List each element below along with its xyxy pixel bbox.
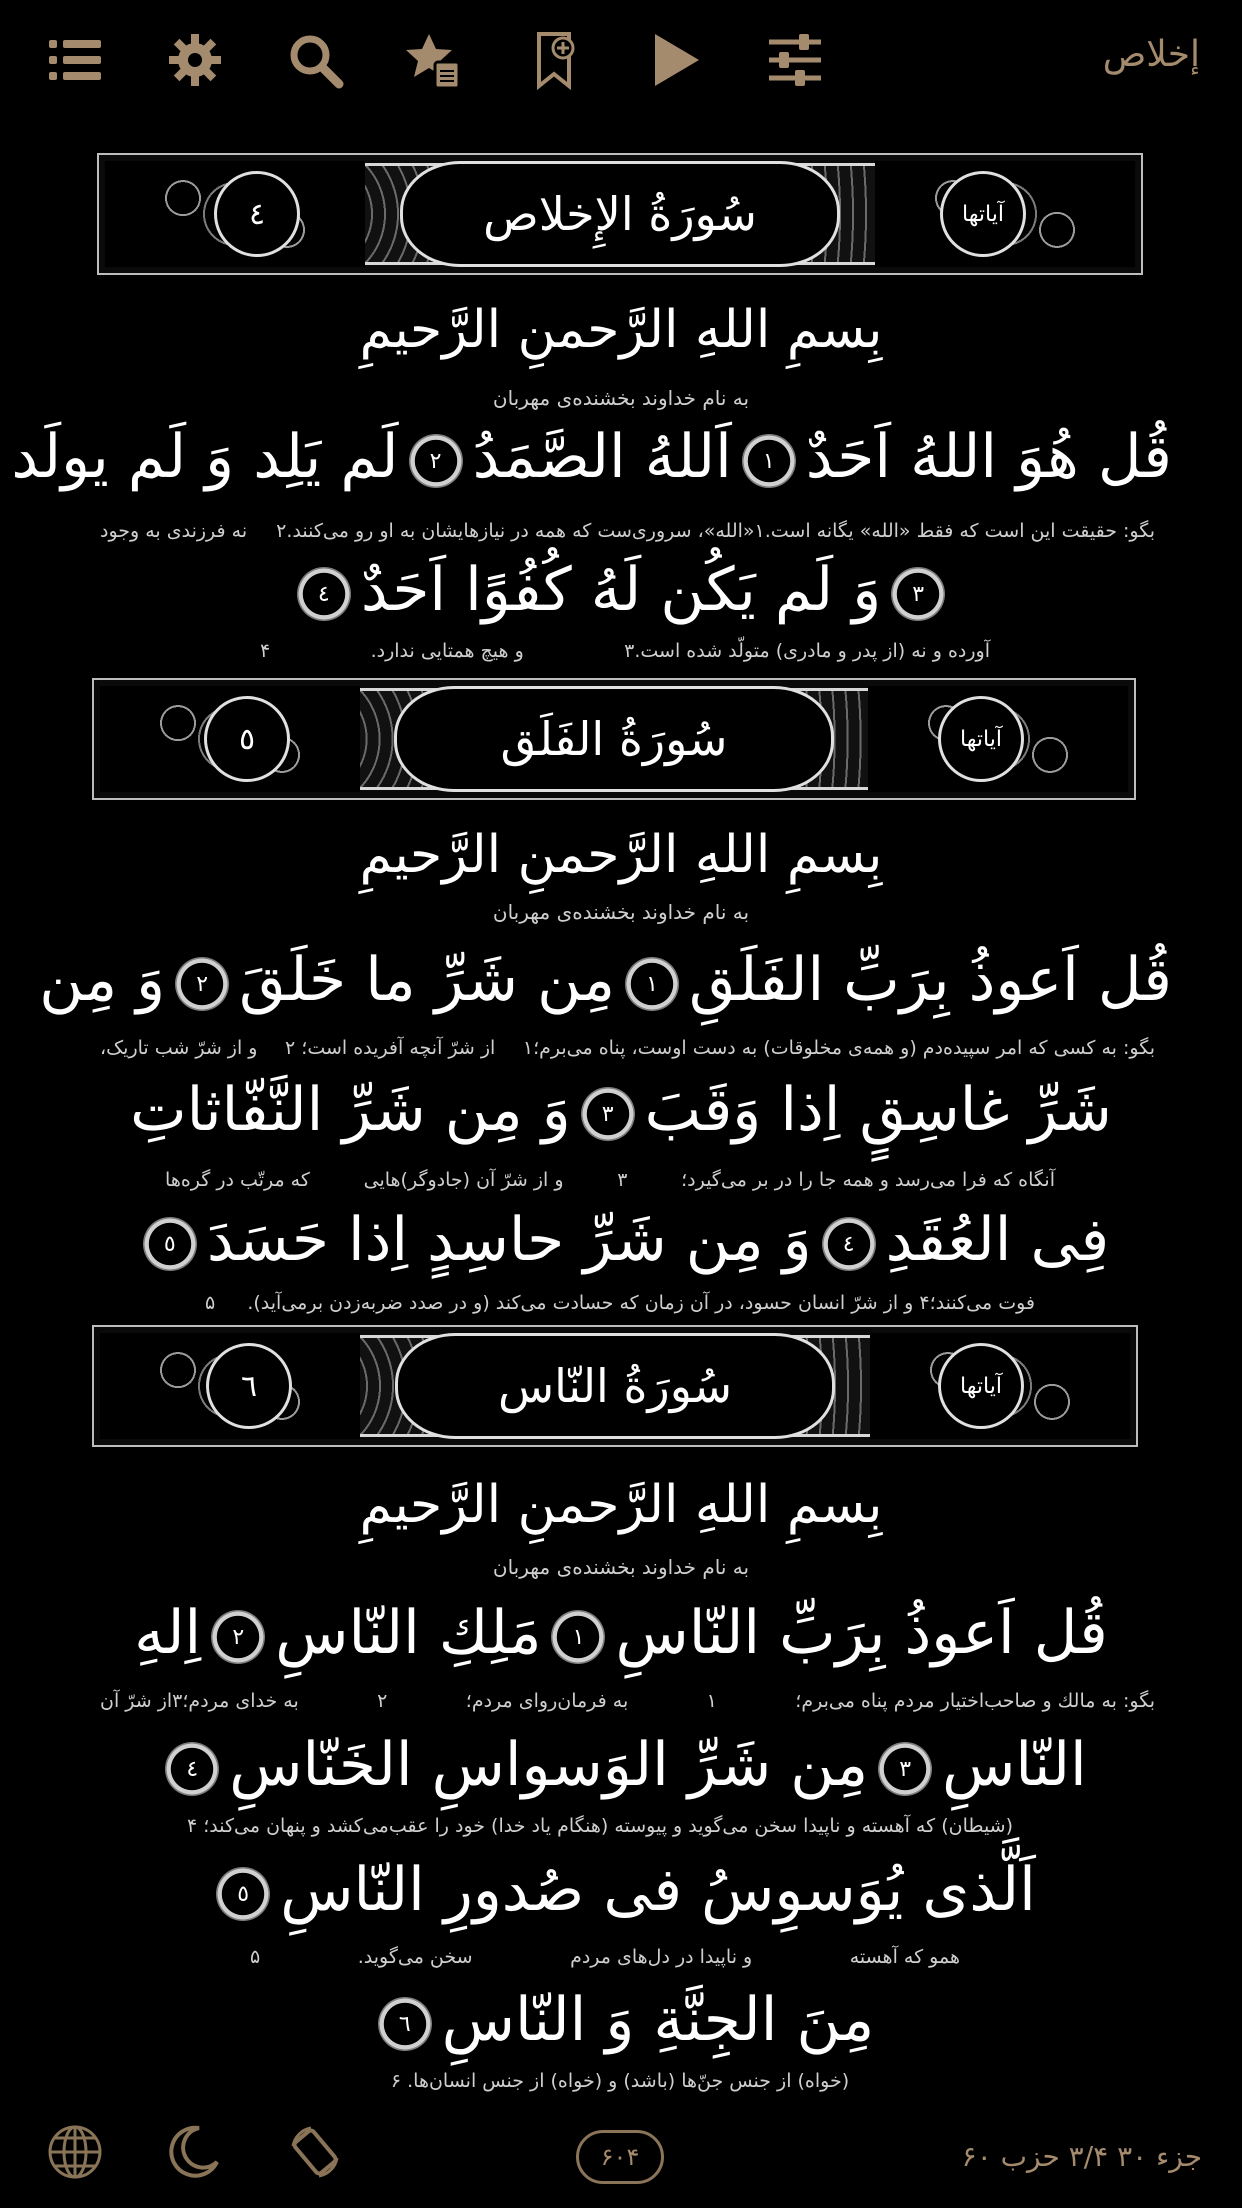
translation-text: ۴ (260, 640, 271, 662)
surah-header-ikhlas (97, 153, 1143, 275)
ayah-text[interactable]: لَم یَلِد وَ لَم یولَد (11, 422, 399, 492)
translation-text: و ناپیدا در دل‌های مردم (570, 1946, 753, 1968)
ayah-number-marker: ١ (551, 1610, 605, 1664)
surah-title-frame (394, 686, 834, 792)
ayah-number-marker: ٤ (297, 567, 351, 621)
play-icon[interactable] (645, 30, 705, 90)
translation-text: به خدای مردم؛۳از شرّ آن (100, 1690, 299, 1712)
translation-text: که مرتّب در گره‌ها (165, 1169, 310, 1191)
ayah-line[interactable] (11, 422, 1172, 492)
ayat-count: ٤ (214, 171, 300, 257)
bismillah: بِسمِ اللهِ الرَّحمنِ الرَّحیمِ (359, 300, 883, 360)
ayah-text[interactable]: قُل اَعوذُ بِرَبِّ الفَلَقِ (688, 945, 1172, 1015)
bismillah: بِسمِ اللهِ الرَّحمنِ الرَّحیمِ (359, 825, 883, 885)
translation-text: نه فرزندی به وجود (100, 520, 248, 542)
surah-title: سُورَةُ النّاس (497, 1359, 733, 1413)
ayah-line[interactable] (70, 555, 1172, 625)
add-bookmark-icon[interactable] (525, 30, 585, 90)
ayat-label: آیاتها (938, 1343, 1024, 1429)
surah-title: سُورَةُ الإِخلاص (483, 187, 757, 241)
translation-line (160, 1815, 1040, 1837)
ayah-text[interactable]: وَ مِن شَرِّ النَّفّاثاتِ (130, 1075, 571, 1145)
ayah-number-marker: ٦ (378, 1997, 432, 2051)
ayah-number-marker: ٥ (216, 1867, 270, 1921)
bismillah-translation: به نام خداوند بخشنده‌ی مهربان (492, 900, 750, 924)
ayah-number-marker: ٥ (143, 1217, 197, 1271)
ayah-line[interactable] (70, 1985, 1172, 2055)
ayah-text[interactable]: وَ مِن شَرِّ حاسِدٍ اِذا حَسَدَ (206, 1205, 812, 1275)
translation-text: ۲ (377, 1690, 388, 1712)
ayah-line[interactable] (70, 1730, 1172, 1800)
translation-text: ۱ (706, 1690, 717, 1712)
bismillah-translation: به نام خداوند بخشنده‌ی مهربان (492, 1555, 750, 1579)
translation-text: آورده و نه (از پدر و مادری) متولّد شده است.۳ (624, 640, 990, 662)
moon-icon[interactable] (163, 2122, 223, 2182)
gear-icon[interactable] (165, 30, 225, 90)
translation-text: (خواه) از جنس جنّ‌ها (باشد) و (خواه) از جنس انسان‌ها. ۶ (390, 2070, 850, 2092)
ayah-number-marker: ٤ (822, 1217, 876, 1271)
translation-text: همو که آهسته (849, 1946, 960, 1968)
ayah-text[interactable]: قُل هُوَ اللهُ اَحَدٌ (805, 422, 1172, 492)
ayat-label: آیاتها (938, 696, 1024, 782)
translation-text: (شیطان) که آهسته و ناپیدا سخن می‌گوید و پیوسته (هنگام یاد خدا) خود را عقب‌می‌کشد و پنهان می‌کند؛ ۴ (186, 1815, 1014, 1837)
translation-text: ۳ (617, 1169, 628, 1191)
juz-hizb-info: جزء ۳۰ ۳/۴ حزب ۶۰ (961, 2140, 1202, 2173)
sliders-icon[interactable] (765, 30, 825, 90)
ayah-text[interactable]: مِنَ الجِنَّةِ وَ النّاسِ (441, 1985, 875, 2055)
ayah-number-marker: ٣ (581, 1087, 635, 1141)
list-icon[interactable] (45, 30, 105, 90)
globe-icon[interactable] (45, 2122, 105, 2182)
ayah-number-marker: ٢ (211, 1610, 265, 1664)
translation-line (100, 1690, 1155, 1712)
ayah-number-marker: ٢ (409, 434, 463, 488)
search-icon[interactable] (285, 30, 345, 90)
ayah-text[interactable]: شَرِّ غاسِقٍ اِذا وَقَبَ (644, 1075, 1112, 1145)
ayah-number-marker: ٤ (165, 1742, 219, 1796)
translation-text: و هیچ همتایی ندارد. (370, 640, 524, 662)
translation-line (165, 1169, 1055, 1191)
translation-text: ۵ (205, 1292, 216, 1314)
translation-text: آنگاه که فرا می‌رسد و همه جا را در بر می‌گیرد؛ (681, 1169, 1055, 1191)
ayah-number-marker: ٣ (891, 567, 945, 621)
surah-header-nas (92, 1325, 1138, 1447)
rotate-icon[interactable] (285, 2122, 345, 2182)
ayah-text[interactable]: اِلهِ (134, 1598, 202, 1668)
top-toolbar (0, 0, 1242, 120)
translation-line (250, 1946, 960, 1968)
ayah-text[interactable]: النّاسِ (942, 1730, 1087, 1800)
translation-text: به فرمان‌روای مردم؛ (465, 1690, 629, 1712)
surah-header-falaq (92, 678, 1136, 800)
translation-text: بگو: حقیقت این است که فقط «الله» یگانه است.۱«الله»، سروری‌ست که همه در نیازهایشان به او رو می‌کنند.۲ (276, 520, 1155, 542)
current-surah-name[interactable]: إخلاص (1102, 34, 1200, 75)
ayat-label: آیاتها (940, 171, 1026, 257)
bismillah: بِسمِ اللهِ الرَّحمنِ الرَّحیمِ (359, 1475, 883, 1535)
ayah-number-marker: ٢ (175, 957, 229, 1011)
ayah-text[interactable]: مِن شَرِّ الوَسواسِ الخَنّاسِ (229, 1730, 869, 1800)
ayah-line[interactable] (70, 1205, 1172, 1275)
translation-line (260, 640, 990, 662)
translation-text: و از شرّ آن (جادوگر)هایی (363, 1169, 564, 1191)
bismillah-translation: به نام خداوند بخشنده‌ی مهربان (492, 386, 750, 410)
ayah-text[interactable]: قُل اَعوذُ بِرَبِّ النّاسِ (615, 1598, 1108, 1668)
ayah-line[interactable] (39, 945, 1172, 1015)
ayah-text[interactable]: فِی العُقَدِ (885, 1205, 1110, 1275)
ayat-count: ٥ (204, 696, 290, 782)
translation-line (100, 520, 1155, 542)
translation-line (205, 1292, 1035, 1314)
translation-text: بگو: به کسی که امر سپیده‌دم (و همه‌ی مخلوقات) به دست اوست، پناه می‌برم؛۱ (522, 1037, 1155, 1059)
ayah-line[interactable] (70, 1855, 1172, 1925)
translation-text: از شرّ آنچه آفریده است؛ ۲ (285, 1037, 496, 1059)
favorites-icon[interactable] (403, 30, 463, 90)
translation-text: فوت می‌کنند؛۴ و از شرّ انسان حسود، در آن زمان که حسادت می‌کند (و در صدد ضربه‌زدن برمی‌آید). (247, 1292, 1035, 1314)
ayah-text[interactable]: وَ مِن (39, 945, 166, 1015)
page-number[interactable]: ۶۰۴ (576, 2130, 664, 2184)
ayah-text[interactable]: مَلِكِ النّاسِ (275, 1598, 542, 1668)
ayah-number-marker: ١ (742, 434, 796, 488)
ayah-text[interactable]: وَ لَم یَکُن لَهُ کُفُوًا اَحَدٌ (360, 555, 882, 625)
translation-text: بگو: به مالك و صاحب‌اختیار مردم پناه می‌برم؛ (795, 1690, 1155, 1712)
translation-line (100, 1037, 1155, 1059)
translation-text: ۵ (250, 1946, 261, 1968)
ayah-text[interactable]: اَلَّذی یُوَسوِسُ فی صُدورِ النّاسِ (280, 1855, 1036, 1925)
surah-title: سُورَةُ الفَلَق (500, 712, 728, 766)
surah-title-frame (395, 1333, 835, 1439)
ayah-number-marker: ١ (625, 957, 679, 1011)
ayat-count: ٦ (206, 1343, 292, 1429)
translation-text: سخن می‌گوید. (357, 1946, 473, 1968)
translation-text: و از شرّ شب تاریک، (100, 1037, 258, 1059)
surah-title-frame (400, 161, 840, 267)
ayah-number-marker: ٣ (878, 1742, 932, 1796)
ayah-text[interactable]: مِن شَرِّ ما خَلَقَ (239, 945, 615, 1015)
ayah-line[interactable] (70, 1075, 1172, 1145)
ayah-text[interactable]: اَللهُ الصَّمَدُ (472, 422, 732, 492)
ayah-line[interactable] (70, 1598, 1172, 1668)
